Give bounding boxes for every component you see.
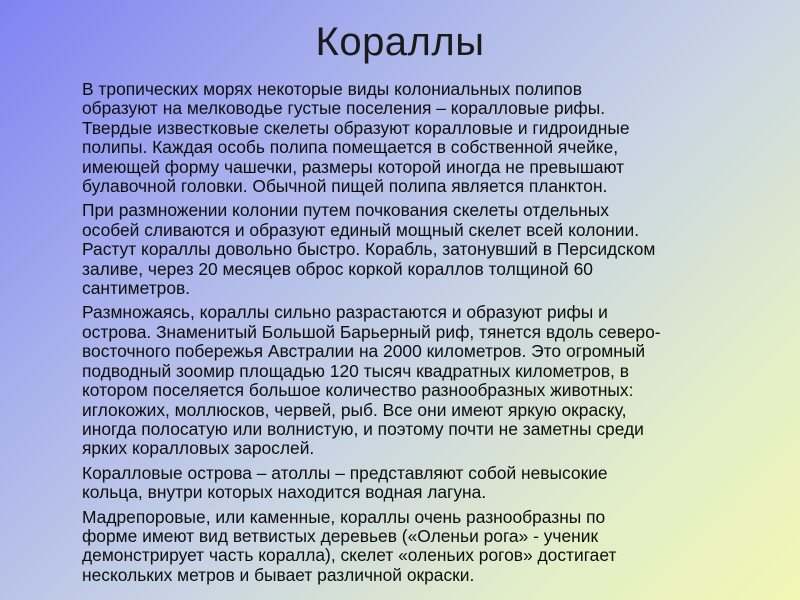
paragraph-reef-formation: В тропических морях некоторые виды колониальных полипов образуют на мелководье густые поселения – коралловые рифы. Твердые известковые скелеты образуют коралловые и гидроидные полипы. Каждая особь полипа помещается в собственной ячейке, имеющей форму чашечки, размеры которой иногда не превышают булавочной головки. Обычной пищей полипа является планктон. bbox=[82, 79, 630, 197]
paragraph-great-barrier-reef: Размножаясь, кораллы сильно разрастаются и образуют рифы и острова. Знаменитый Большой Барьерный риф, тянется вдоль северо- восточного побережья Австралии на 2000 километров. Это огромный подводный зоомир площадью 120 тысяч квадратных километров, в котором поселяется большое количество разнообразных животных: иглокожих, моллюсков, червей, рыб. Все они имеют яркую окраску, иногда полосатую или волнистую, и поэтому почти не заметны среди ярких коралловых зарослей. bbox=[82, 302, 661, 459]
paragraph-atolls: Коралловые острова – атоллы – представляют собой невысокие кольца, внутри которых находится водная лагуна. bbox=[82, 462, 608, 503]
paragraph-madrepore: Мадрепоровые, или каменные, кораллы очень разнообразны по форме имеют вид ветвистых деревьев («Оленьи рога» - ученик демонстрирует часть коралла), скелет «оленьих рогов» достигает нескольких метров и бывает различной окраски. bbox=[82, 506, 617, 585]
paragraph-budding: При размножении колонии путем почкования скелеты отдельных особей сливаются и образуют единый мощный скелет всей колонии. Растут кораллы довольно быстро. Корабль, затонувший в Персидском заливе, через 20 месяцев оброс коркой кораллов толщиной 60 сантиметров. bbox=[82, 200, 656, 299]
slide-title: Кораллы bbox=[315, 20, 485, 64]
slide-body bbox=[82, 80, 732, 590]
